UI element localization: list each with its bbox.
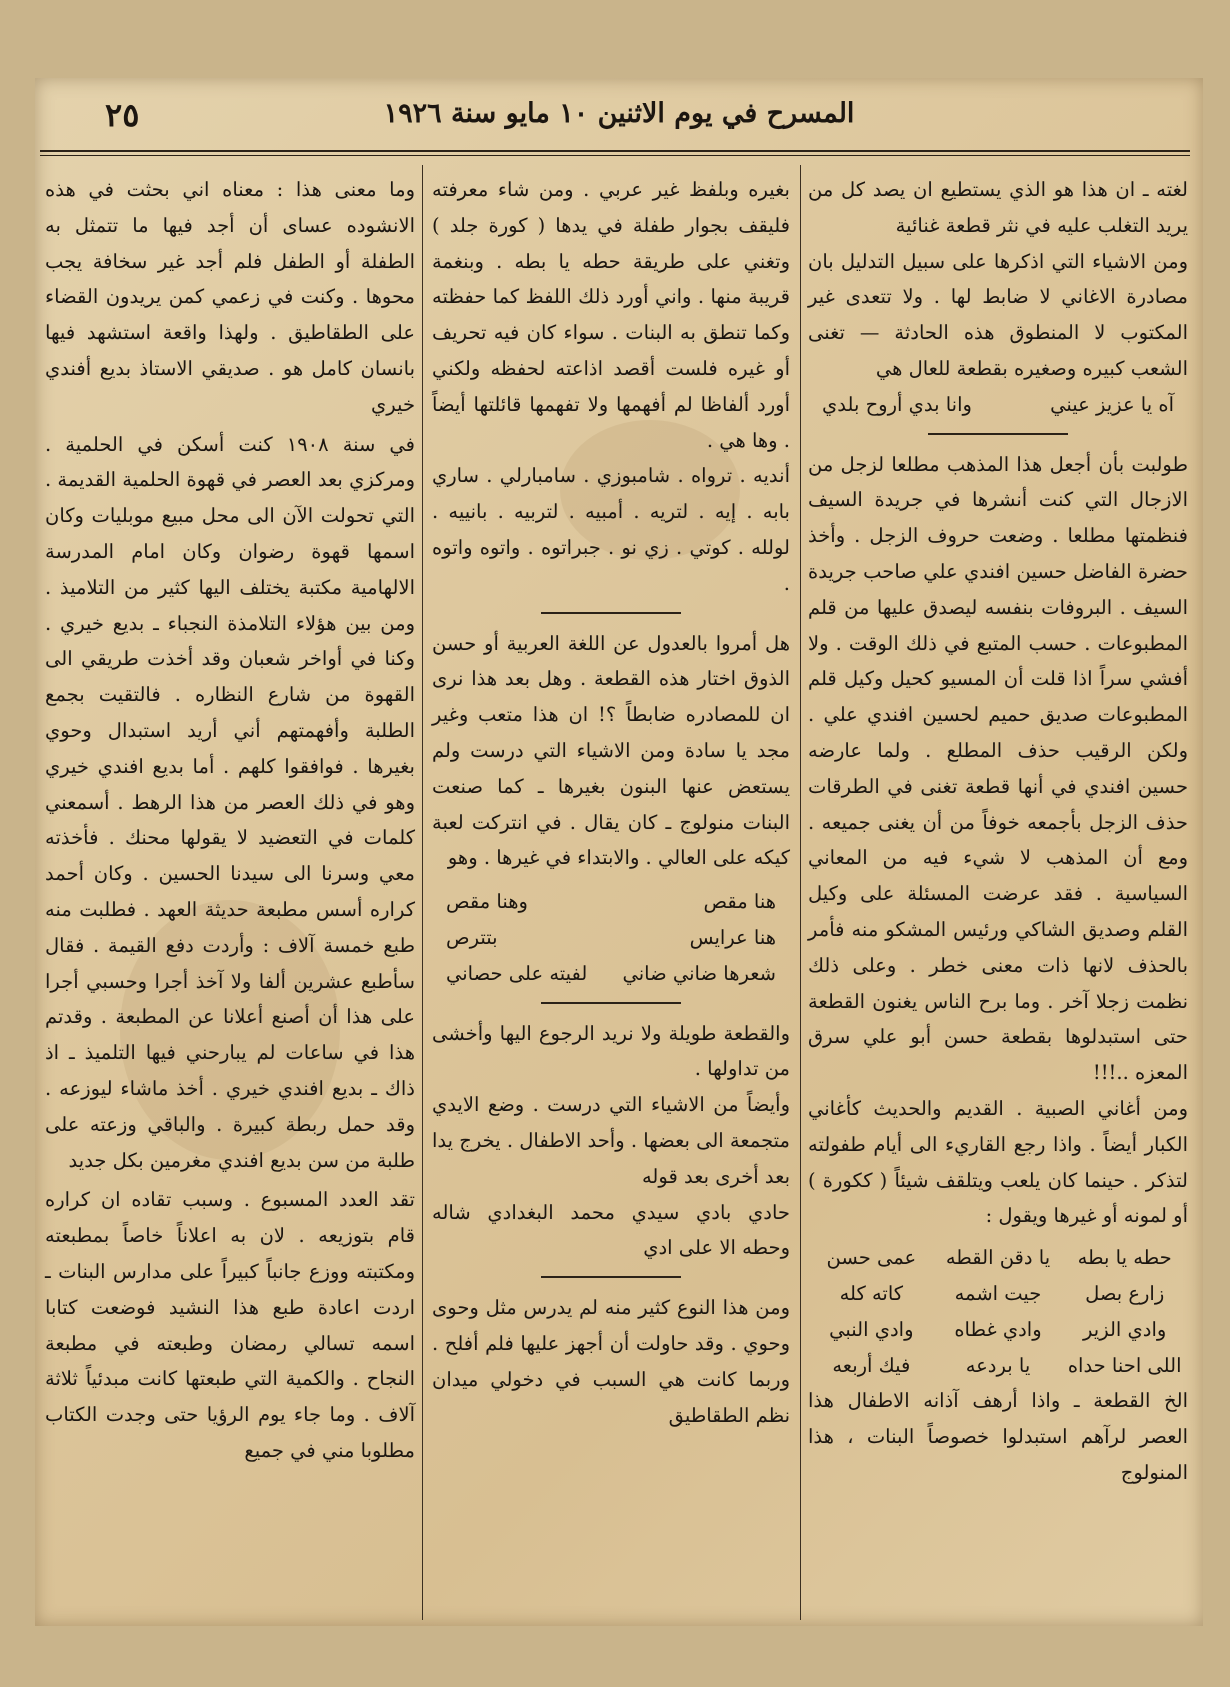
- verse-hemistich: لفيته على حصاني: [446, 961, 588, 985]
- verse-line: [808, 1276, 1188, 1312]
- verse-part: فيك أربعه: [832, 1353, 911, 1377]
- verse-part: وادي غطاه: [954, 1317, 1042, 1341]
- verse-part: يا دقن القطه: [945, 1246, 1051, 1270]
- verse-line: [432, 920, 790, 956]
- paragraph: في سنة ١٩٠٨ كنت أسكن في الحلمية . ومركزي بعد العصر في قهوة الحلمية القديمة . التي تحولت الآن الى محل مبيع موبليات وكان اسمها قهوة رضوان وكان امام المدرسة الالهامية مكتبة يختلف اليها كثير من التلاميذ . ومن بين هؤلاء التلامذة النجباء ـ بديع خيري . وكنا في أواخر شعبان وقد أخذت طريقي الى القهوة من شارع النظاره . فالتقيت بجمع الطلبة وأفهمتهم أني أريد استبدال وحوي بغيرها . فوافقوا كلهم . أما بديع افندي خيري وهو في ذلك العصر من هذا الرهط . أسمعني كلمات في التعضيد لا يقولها محنك . فأخذته معي وسرنا الى سيدنا الحسين . وكان أحمد كراره أسس مطبعة حديثة العهد . فطلبت منه طبع خمسة آلاف : وأردت دفع القيمة . فقال سأطبع عشرين ألفا ولا آخذ أجرا وحسبي أجرا على هذا أن أصنع أعلانا عن المطبعة . وقدتم هذا في ساعات لم يبارحني فيها التلميذ ـ اذ ذاك ـ بديع افندي خيري . أخذ ماشاء ليوزعه . وقد حمل ربطة كبيرة . والباقي وزعته على طلبة من سن بديع افندي مغرمين بكل جديد: [45, 432, 415, 1172]
- paragraph: الخ القطعة ـ واذا أرهف آذانه الاطفال هذا العصر لرآهم استبدلوا خصوصاً البنات ، هذا المنولوج: [808, 1389, 1188, 1484]
- paragraph: ومن هذا النوع كثير منه لم يدرس مثل وحوى وحوي . وقد حاولت أن أجهز عليها فلم أفلح . وربما كانت هي السبب في دخولي ميدان نظم الطقاطيق: [432, 1296, 790, 1427]
- paragraph: وما معنى هذا : معناه اني بحثت في هذه الانشوده عساى أن أجد فيها ما تتمثل به الطفلة أو الطفل فلم أجد غير سخافة يجب محوها . وكنت في زعمي كمن يريدون القضاء على الطقاطيق . ولهذا واقعة استشهد فيها بانسان كامل هو . صديقي الاستاذ بديع أفندي خيري: [45, 178, 415, 416]
- paragraph: ومن أغاني الصبية . القديم والحديث كأغاني الكبار أيضاً . واذا رجع القاريء الى أيام طفولته لتذكر . حينما كان يلعب ويتلقف شيئاً ( ككورة ) أو لمونه أو غيرها ويقول :: [808, 1096, 1188, 1228]
- verse-part: كاته كله: [839, 1281, 904, 1305]
- paragraph: وأيضاً من الاشياء التي درست . وضع الايدي متجمعة الى بعضها . وأحد الاطفال . يخرج يدا بعد أخرى بعد قوله: [432, 1093, 790, 1188]
- verse-part: وادي الزير: [1083, 1317, 1167, 1341]
- verse-hemistich: وهنا مقص: [446, 890, 528, 914]
- paragraph: والقطعة طويلة ولا نريد الرجوع اليها وأخشى من تداولها .: [432, 1021, 790, 1081]
- section-separator: [928, 433, 1068, 435]
- column-middle: [432, 172, 790, 1433]
- section-separator: [541, 1002, 681, 1004]
- verse-hemistich: وانا بدي أروح بلدي: [822, 392, 972, 416]
- page-title: المسرح في يوم الاثنين ١٠ مايو سنة ١٩٢٦: [383, 98, 855, 129]
- paragraph: ومن الاشياء التي اذكرها على سبيل التدليل بان مصادرة الاغاني لا ضابط لها . ولا تتعدى غير المكتوب لا المنطوق هذه الحادثة — تغنى الشعب كبيره وصغيره بقطعة للعال هي: [808, 249, 1188, 380]
- verse-line: [432, 956, 790, 992]
- header-rule: [40, 150, 1190, 152]
- verse-line: [808, 1348, 1188, 1384]
- paragraph: بغيره وبلفظ غير عربي . ومن شاء معرفته فليقف بجوار طفلة في يدها ( كورة جلد ) وتغني على طريقة حطه يا بطه . وبنغمة قريبة منها . واني أورد ذلك اللفظ كما حفظته وكما تنطق به البنات . سواء كان فيه تحريف أو غيره فلست أقصد اذاعته لحفظه ولكني أورد ألفاظا لم أفهمها ولا تفهمها قائلتها أيضاً . وها هي .: [432, 178, 790, 452]
- paragraph: هل أمروا بالعدول عن اللغة العربية أو حسن الذوق اختار هذه القطعة . وهل بعد هذا نرى ان للمصادره ضابطاً ؟! ان هذا متعب وغير مجد يا سادة ومن الاشياء التي درست ولم يستعض عنها البنون بغيرها ـ كما صنعت البنات منولوج ـ كان يقال . في انتركت لعبة كيكه على العالي . والابتداء في غيرها . وهو: [432, 631, 790, 870]
- section-separator: [541, 612, 681, 614]
- header-rule: [40, 155, 1190, 156]
- paragraph: أنديه . ترواه . شامبوزي . سامبارلي . ساري بابه . إيه . لتريه . أمبيه . لتربيه . بانييه . لولله . كوتي . زي نو . جبراتوه . واتوه واتوه .: [432, 464, 790, 595]
- verse-line: [808, 1312, 1188, 1348]
- verse-line: [808, 387, 1188, 423]
- column-divider: [800, 165, 801, 1620]
- verse-hemistich: هنا مقص: [703, 890, 776, 914]
- verse-part: عمى حسن: [826, 1246, 917, 1270]
- verse-part: اللى احنا حداه: [1067, 1353, 1182, 1377]
- verse-hemistich: بتترص: [446, 925, 498, 949]
- verse-part: جيت اشمه: [954, 1281, 1042, 1305]
- section-separator: [541, 1276, 681, 1278]
- verse-part: يا بردعه: [965, 1353, 1031, 1377]
- paragraph: لغته ـ ان هذا هو الذي يستطيع ان يصد كل من يريد التغلب عليه في نثر قطعة غنائية: [808, 178, 1188, 237]
- verse-hemistich: شعرها ضاني ضاني: [622, 961, 776, 985]
- column-left: [45, 172, 415, 1469]
- verse-hemistich: آه يا عزيز عيني: [1050, 392, 1174, 416]
- verse-part: زارع بصل: [1085, 1281, 1165, 1305]
- paragraph: طولبت بأن أجعل هذا المذهب مطلعا لزجل من الازجال التي كنت أنشرها في جريدة السيف فنظمتها مطلعا . وضعت حروف الزجل . وأخذ حضرة الفاضل حسين افندي علي صاحب جريدة السيف . البروفات بنفسه ليصدق عليها من قلم المطبوعات . حسب المتبع في ذلك الوقت . ولا أفشي سراً اذا قلت أن المسيو كحيل وكيل قلم المطبوعات صديق حميم لحسين افندي علي . ولكن الرقيب حذف المطلع . ولما عارضه حسين افندي في أنها قطعة تغنى في الطرقات حذف الزجل بأجمعه خوفاً من أن يغنى جميعه . ومع أن المذهب لا شيء فيه من المعاني السياسية . فقد عرضت المسئلة على وكيل القلم وصديق الشاكي ورئيس المشكو منه فأمر بالحذف لانها ذات معنى خطر . وعلى ذلك نظمت زجلا آخر . وما برح الناس يغنون القطعة حتى استبدلوها بقطعة حسن أبو علي سرق المعزه ..!!!: [808, 452, 1188, 1085]
- paragraph: حادي بادي سيدي محمد البغدادي شاله وحطه الا على ادي: [432, 1200, 790, 1260]
- page-number: ٢٥: [105, 96, 140, 134]
- page-header: [35, 90, 1203, 140]
- verse-part: وادي النبي: [829, 1317, 914, 1341]
- column-right: [808, 172, 1188, 1491]
- verse-line: [808, 1240, 1188, 1276]
- verse-part: حطه يا بطه: [1077, 1246, 1172, 1270]
- column-divider: [422, 165, 423, 1620]
- verse-hemistich: هنا عرايس: [689, 925, 776, 949]
- verse-line: [432, 884, 790, 920]
- paragraph: تقد العدد المسبوع . وسبب تقاده ان كراره قام بتوزيعه . لان به اعلاناً خاصاً بمطبعته ومكتبته ووزع جانباً كبيراً على مدارس البنات ـ اردت اعادة طبع هذا النشيد فوضعت كتابا اسمه تسالي رمضان وطبعته في مطبعة النجاح . والكمية التي طبعتها كانت مبدئياً ثلاثة آلاف . وما جاء يوم الرؤيا حتى وجدت الكتاب مطلوبا مني في جميع: [45, 1188, 415, 1462]
